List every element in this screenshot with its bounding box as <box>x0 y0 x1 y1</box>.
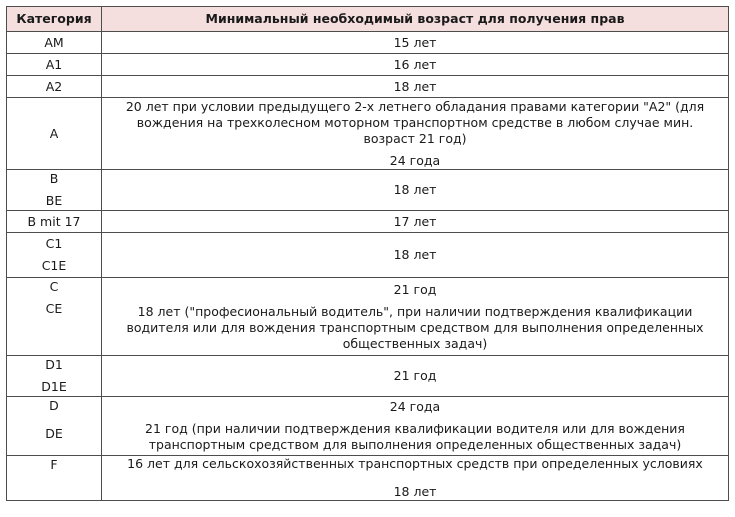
age-text-line: 18 лет <box>393 484 437 499</box>
category-label: BE <box>45 193 63 208</box>
age-text-line: 21 год <box>393 281 437 297</box>
category-label: CE <box>45 301 63 316</box>
category-cell: B mit 17 <box>7 211 102 233</box>
age-cell: 15 лет <box>102 32 729 54</box>
table-row <box>7 233 729 278</box>
table-row <box>7 98 729 170</box>
table-row <box>7 356 729 397</box>
age-cell <box>102 397 729 456</box>
category-cell: A1 <box>7 54 102 76</box>
category-cell: A2 <box>7 76 102 98</box>
category-cell: F <box>7 456 102 501</box>
category-cell <box>7 233 102 278</box>
category-cell <box>7 170 102 211</box>
category-label: C1 <box>45 236 63 251</box>
age-cell: 17 лет <box>102 211 729 233</box>
category-cell <box>7 397 102 456</box>
age-text-line: водителя или для вождения транспортным средством для выполнения определенных <box>126 319 704 335</box>
header-row <box>7 7 729 32</box>
category-label: D1 <box>45 357 63 372</box>
age-text-line: 24 года <box>389 399 441 414</box>
age-text-line: транспортным средством для выполнения определенных общественных задач) <box>148 437 682 452</box>
category-label: DE <box>45 426 63 441</box>
table-row <box>7 170 729 211</box>
table-row <box>7 76 729 98</box>
age-cell: 21 год <box>102 356 729 397</box>
category-cell: AM <box>7 32 102 54</box>
category-cell <box>7 356 102 397</box>
category-label: B <box>49 171 59 186</box>
age-text-line: вождения на трехколесном моторном транспортном средстве в любом случае мин. <box>136 114 694 130</box>
age-cell: 18 лет <box>102 76 729 98</box>
age-cell: 18 лет <box>102 233 729 278</box>
category-cell: A <box>7 98 102 170</box>
age-cell: 16 лет <box>102 54 729 76</box>
table-row <box>7 211 729 233</box>
age-text-line: возраст 21 год) <box>363 130 467 146</box>
age-cell: 18 лет <box>102 170 729 211</box>
table-row <box>7 397 729 456</box>
age-text-line: 21 год (при наличии подтверждения квалификации водителя или для вождения <box>145 421 685 436</box>
age-text-line: общественных задач) <box>342 335 488 351</box>
header-category: Категория <box>7 7 102 32</box>
header-min-age: Минимальный необходимый возраст для получения прав <box>102 7 729 32</box>
age-text-line: 20 лет при условии предыдущего 2-х летнего обладания правами категории "A2" (для <box>125 98 705 114</box>
category-label: D <box>49 398 59 413</box>
license-age-table <box>6 6 729 501</box>
age-text-line: 24 года <box>389 152 441 168</box>
table-row <box>7 54 729 76</box>
age-cell <box>102 98 729 170</box>
table-row <box>7 32 729 54</box>
age-text-line: 18 лет ("професиональный водитель", при наличии подтверждения квалификации <box>137 303 693 319</box>
age-cell <box>102 278 729 356</box>
age-text-line: 16 лет для сельскохозяйственных транспортных средств при определенных условиях <box>127 456 703 471</box>
age-cell <box>102 456 729 501</box>
category-cell <box>7 278 102 356</box>
table-row <box>7 456 729 501</box>
table-row <box>7 278 729 356</box>
category-label: C1E <box>41 258 67 273</box>
category-label: D1E <box>41 379 67 394</box>
category-label: C <box>49 279 59 294</box>
